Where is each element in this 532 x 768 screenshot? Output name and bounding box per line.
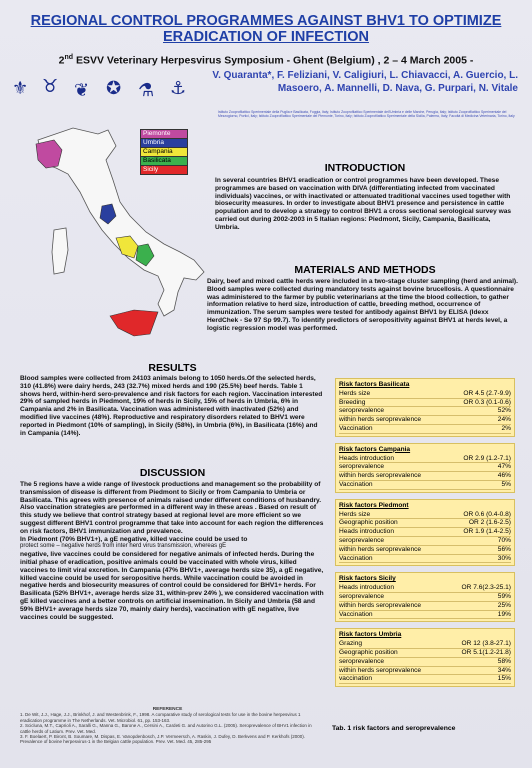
table-row — [339, 555, 511, 564]
reference-item: 3. F. Boelaert, P. Biront, B. Soumare, M. Dispas, E. Vanopdenbosch, J.P. Vermeersch, A. Raskin, J. Dufey, D. Berkvens and P. Kerkhofs (2000). Prevalence of bovine herpesvirus-1 in the Belgian cattle population. Prev. Vet. Med. 45, 285-295 — [20, 734, 305, 745]
row-factor: vaccination — [339, 675, 372, 683]
row-value: OR 1.9 (1.4-2.5) — [463, 528, 511, 536]
leaf-logo-icon: ❦ — [74, 80, 90, 101]
discussion-paragraph-2: In Piedmont (70% BHV1+), a gE negative, killed vaccine could be used to — [20, 535, 248, 543]
row-value: OR 0.6 (0.4-0.8) — [463, 510, 511, 518]
table-caption: Tab. 1 risk factors and seroprevalence — [332, 725, 456, 732]
table-row — [339, 481, 511, 490]
italy-map — [18, 120, 218, 370]
row-factor: within herds seroprevalence — [339, 601, 422, 609]
row-value: OR 0.3 (0.1-0.6) — [463, 398, 511, 406]
table-title: Risk factors Piedmont — [339, 501, 409, 509]
row-value: OR 5.1(1.2-21.8) — [461, 648, 511, 656]
row-factor: within herds seroprevalence — [339, 666, 422, 674]
discussion-paragraph-3: protect some – negative herds from inter herd virus transmission, whereas gE — [20, 543, 227, 550]
risk-factor-table — [335, 628, 515, 687]
table-row — [339, 416, 511, 425]
row-value: 2% — [501, 424, 511, 432]
row-factor: seroprevalence — [339, 592, 385, 600]
references — [20, 707, 315, 745]
row-factor: Geographic position — [339, 648, 398, 656]
table-row — [339, 649, 511, 658]
row-factor: within herds seroprevalence — [339, 416, 422, 424]
legend-item-campania: Campania — [140, 147, 188, 157]
row-value: 58% — [497, 657, 511, 665]
sardinia-outline — [52, 228, 68, 274]
row-factor: Herds size — [339, 389, 371, 397]
table-title: Risk factors Basilicata — [339, 381, 410, 388]
map-legend — [140, 130, 188, 175]
row-factor: seroprevalence — [339, 463, 385, 471]
results-text: Blood samples were collected from 24103 animals belong to 1050 herds.Of the selected herds, 310 (41.8%) were dairy herds, 243 (32.7%) mixed herds and 190 (25.5%) beef herds. Table 1 shows herd, within-herd sero-prevalence and risk factors for each region. Vaccination interested 29% of sampled herds in Piedmont, 19% of herds in Sicily, 15% of herds in Umbria, 6% in Campania and 2% in Basilicata. Vaccination was administered with inactivated (52%) and modified live vaccines (48%). Reproductive and respiratory disorders related to BHV1 were reported in Piedmont (10% of sampling), in Sicily (58%), in Umbria (6%), in Basilicata (16%) and in Campania (14%). — [20, 375, 323, 437]
legend-item-basilicata: Basilicata — [140, 156, 188, 166]
row-factor: Herds size — [339, 510, 371, 518]
table-row — [339, 390, 511, 399]
reference-item: 2. Scicluna, M.T., Caprioli A., Saralli G., Manna G., Barone A., Cersini A., Cardeti G. and Autorino G.L. (2005). Seroprevalence of BHV1 infection in cattle herds of Latium. Prev. Vet. Med. — [20, 723, 312, 734]
table-row — [339, 528, 511, 537]
bull-logo-icon: ♉ — [42, 76, 59, 97]
risk-factor-tables — [335, 378, 515, 693]
row-value: 5% — [501, 480, 511, 488]
reference-item: 1. De Wit, J.J., Hage, J.J., Brinkhof, J. and Westenbrink, F., 1998. A comparative study of serological tests for use in the bovine herpesvirus 1 eradication programme in The Netherlands. Vet. Microbiol. 61, pp. 153-163. — [20, 712, 301, 723]
row-factor: Grazing — [339, 640, 363, 648]
row-factor: within herds seroprevalence — [339, 545, 422, 553]
results-heading: RESULTS — [148, 362, 197, 374]
legend-item-piemonte: Piemonte — [140, 129, 188, 139]
table-row — [339, 407, 511, 416]
row-factor: Geographic position — [339, 519, 398, 527]
introduction-heading: INTRODUCTION — [324, 162, 406, 174]
authors: V. Quaranta*, F. Feliziani, V. Caligiuri, L. Chiavacci, A. Guercio, L. Masoero, A. Mannelli, D. Nava, G. Purpari, N. Vitale — [212, 70, 518, 94]
materials-methods-heading: MATERIALS AND METHODS — [294, 264, 436, 276]
table-row — [339, 537, 511, 546]
institute-logo-icon: ⚜ — [12, 78, 29, 99]
table-row — [339, 584, 511, 593]
risk-factor-table — [335, 443, 515, 493]
row-factor: seroprevalence — [339, 657, 385, 665]
row-factor: Vaccination — [339, 480, 373, 488]
table-row — [339, 463, 511, 472]
introduction-text: In several countries BHV1 eradication or control programmes have been developed. These programmes are based on vaccination with DIVA (differentiating infected from vaccinated individuals) vaccines, or with inactivated or attenuated traditional vaccines used together with biosecurity measures. In order to investigate about BHV1 presence and persistence in cattle population and to develop a strategy to control BHV1 a cross sectional serological survey was carried out during 2002-2003 in 5 Italian regions: Piedmont, Sicily, Campania, Basilicata, Umbria. — [215, 177, 512, 231]
table-row — [339, 455, 511, 464]
table-title: Risk factors Umbria — [339, 631, 402, 639]
row-value: 15% — [497, 675, 511, 683]
row-value: 24% — [497, 416, 511, 424]
table-row — [339, 640, 511, 649]
table-row — [339, 611, 511, 620]
row-value: 56% — [497, 545, 511, 553]
row-factor: Heads introduction — [339, 528, 394, 536]
table-row — [339, 425, 511, 434]
anchor-logo-icon: ⚓ — [170, 78, 187, 99]
materials-methods-text: Dairy, beef and mixed cattle herds were included in a two-stage cluster sampling (herd and animal). Blood samples were collected during mandatory tests against bovine brucellosis. A questionnaire was administered to the farmer by public veterinarians at the time the blood collection, to gather information relative to herd size, introduction of cattle, breeding method, occurrence of immunization. The serum samples were tested for antibody against BHV1 by ELISA (Idexx HerdChek - Se 97 Sp 99.7). To identify predictors of seropositivity against BHV1 at herds level, a logistic regression model was performed. — [207, 278, 518, 332]
discussion-paragraph-1: The 5 regions have a wide range of livestock productions and management so the probability of transmission of disease is different from Piedmont to Sicily or from Campania to Umbria or Basilicata. This agrees with presence of animals raised under different conditions of husbandry. Also vaccination strategies are performed in a different way in these areas . Based on result of this study we believe that control strategy based at regional level are more efficient so we suggest different BHV1 control programme that take into account for each region the differences on risk factors, BHV1 immunization and prevalence. — [20, 481, 324, 535]
risk-factor-table — [335, 499, 515, 567]
conference-line — [20, 52, 512, 67]
row-factor: within herds seroprevalence — [339, 472, 422, 480]
row-value: OR 2.9 (1.2-7.1) — [463, 454, 511, 462]
row-value: 70% — [497, 536, 511, 544]
table-row — [339, 667, 511, 676]
references-heading: REFERENCE — [152, 707, 183, 712]
discussion-paragraph-4: negative, live vaccines could be considered for negative animals of infected herds. During the initial phase of eradication, positive animals could be vaccinated with whole virus, killed vaccines to limit viral excretion. In Campania (47% BHV1+, average herds size 35), a gE negative, killed vaccine could be used for seropositive herds. While vaccination could be avoided in negative herds and biosecurity measures of control could be considered for BHV1+ herds. For Basilicata (52% BHV1+, average herds size 31, within-prev 24% ), we considered vaccination with gE killed vaccines and a better controls on artificial insemination. In Sicily and Umbria (58 and 59% BHV1+ average herds size 70, mainly dairy herds), vaccination with gE negative, live vaccines could be suggested. — [20, 551, 324, 621]
conference-ordinal-suffix: nd — [64, 54, 74, 61]
affiliations: Istituto Zooprofilattico Sperimentale della Puglia e Basilicata, Foggia, Italy; Istituto Zooprofilattico Sperimentale dell'Umbria e delle Marche, Perugia, Italy; Istituto Zooprofilattico Sperimentale del Mezzogiorno, Portici, Italy; Istituto Zooprofilattico Sperimentale del Piemonte, Torino, Italy; Istituto Zooprofilattico Sperimentale della Sicilia, Palermo, Italy; Facoltà di Medicina Veterinaria, Torino, Italy — [218, 110, 515, 118]
row-factor: Vaccination — [339, 424, 373, 432]
table-row — [339, 511, 511, 520]
table-row — [339, 519, 511, 528]
row-factor: seroprevalence — [339, 536, 385, 544]
table-row — [339, 675, 511, 684]
row-value: 19% — [497, 610, 511, 618]
row-factor: Heads introduction — [339, 584, 394, 592]
table-title: Risk factors Sicily — [339, 575, 396, 583]
poster-title: REGIONAL CONTROL PROGRAMMES AGAINST BHV1 TO OPTIMIZE ERADICATION OF INFECTION — [30, 13, 502, 45]
row-value: 30% — [497, 554, 511, 562]
table-row — [339, 658, 511, 667]
row-value: OR 12 (3.8-27.1) — [461, 640, 511, 648]
row-value: 25% — [497, 601, 511, 609]
row-factor: Breeding — [339, 398, 366, 406]
table-row — [339, 546, 511, 555]
row-factor: Heads introduction — [339, 454, 394, 462]
discussion-text — [20, 481, 325, 621]
row-factor: seroprevalence — [339, 407, 385, 415]
legend-item-sicily: Sicily — [140, 165, 188, 175]
risk-factor-table — [335, 572, 515, 622]
row-factor: Vaccination — [339, 554, 373, 562]
table-row — [339, 472, 511, 481]
institution-logos — [12, 72, 202, 112]
row-value: OR 7.6(2.3-25.1) — [461, 584, 511, 592]
risk-factor-table — [335, 378, 515, 437]
emblem-logo-icon: ✪ — [106, 78, 122, 99]
conference-ordinal: 2 — [58, 54, 65, 67]
legend-item-umbria: Umbria — [140, 138, 188, 148]
flask-logo-icon: ⚗ — [138, 80, 155, 101]
table-row — [339, 593, 511, 602]
region-sicily — [110, 310, 158, 336]
row-factor: Vaccination — [339, 610, 373, 618]
row-value: OR 4.5 (2.7-9.9) — [463, 389, 511, 397]
table-title: Risk factors Campania — [339, 445, 411, 453]
row-value: OR 2 (1.6-2.5) — [468, 519, 511, 527]
conference-name: ESVV Veterinary Herpesvirus Symposium - Ghent (Belgium) , 2 – 4 March 2005 - — [73, 54, 474, 67]
row-value: 34% — [497, 666, 511, 674]
discussion-heading: DISCUSSION — [139, 467, 206, 479]
row-value: 47% — [497, 463, 511, 471]
row-value: 46% — [497, 472, 511, 480]
table-row — [339, 399, 511, 408]
row-value: 59% — [497, 592, 511, 600]
table-row — [339, 602, 511, 611]
row-value: 52% — [497, 407, 511, 415]
